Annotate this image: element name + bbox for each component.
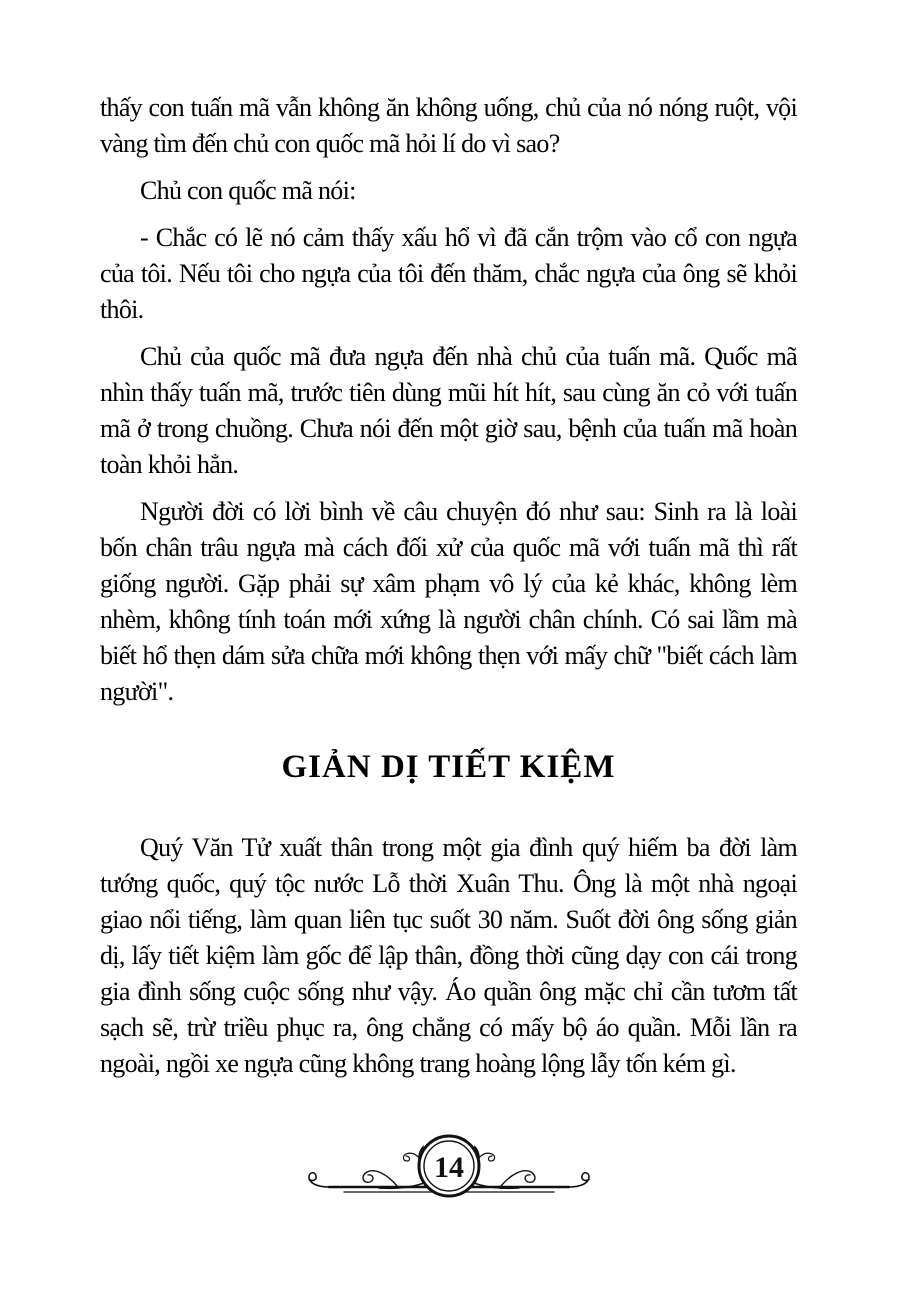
paragraph: - Chắc có lẽ nó cảm thấy xấu hổ vì đã cắn trộm vào cổ con ngựa của tôi. Nếu tôi cho ngựa của tôi đến thăm, chắc ngựa của ông sẽ khỏi thôi. — [100, 223, 797, 324]
page-text — [100, 90, 797, 1093]
paragraph: Chủ con quốc mã nói: — [140, 176, 356, 205]
page-number: 14 — [433, 1151, 464, 1184]
section-heading: GIẢN DỊ TIẾT KIỆM — [281, 749, 616, 785]
paragraph: Người đời có lời bình về câu chuyện đó như sau: Sinh ra là loài bốn chân trâu ngựa mà cách đối xử của quốc mã với tuấn mã thì rất giống người. Gặp phải sự xâm phạm vô lý của kẻ khác, không lèm nhèm, không tính toán mới xứng là người chân chính. Có sai lầm mà biết hổ thẹn dám sửa chữa mới không thẹn với mấy chữ "biết cách làm người". — [100, 497, 797, 706]
page-footer — [0, 1126, 897, 1214]
footer-flourish-icon — [299, 1126, 599, 1214]
paragraph: Quý Văn Tử xuất thân trong một gia đình quý hiếm ba đời làm tướng quốc, quý tộc nước Lỗ thời Xuân Thu. Ông là một nhà ngoại giao nổi tiếng, làm quan liên tục suốt 30 năm. Suốt đời ông sống giản dị, lấy tiết kiệm làm gốc để lập thân, đồng thời cũng dạy con cái trong gia đình sống cuộc sống như vậy. Áo quần ông mặc chỉ cần tươm tất sạch sẽ, trừ triều phục ra, ông chẳng có mấy bộ áo quần. Mỗi lần ra ngoài, ngồi xe ngựa cũng không trang hoàng lộng lẫy tốn kém gì. — [100, 832, 797, 1078]
paragraph: Chủ của quốc mã đưa ngựa đến nhà chủ của tuấn mã. Quốc mã nhìn thấy tuấn mã, trước tiên dùng mũi hít hít, sau cùng ăn cỏ với tuấn mã ở trong chuồng. Chưa nói đến một giờ sau, bệnh của tuấn mã hoàn toàn khỏi hẳn. — [100, 342, 797, 479]
paragraph: thấy con tuấn mã vẫn không ăn không uống, chủ của nó nóng ruột, vội vàng tìm đến chủ con quốc mã hỏi lí do vì sao? — [100, 93, 797, 158]
